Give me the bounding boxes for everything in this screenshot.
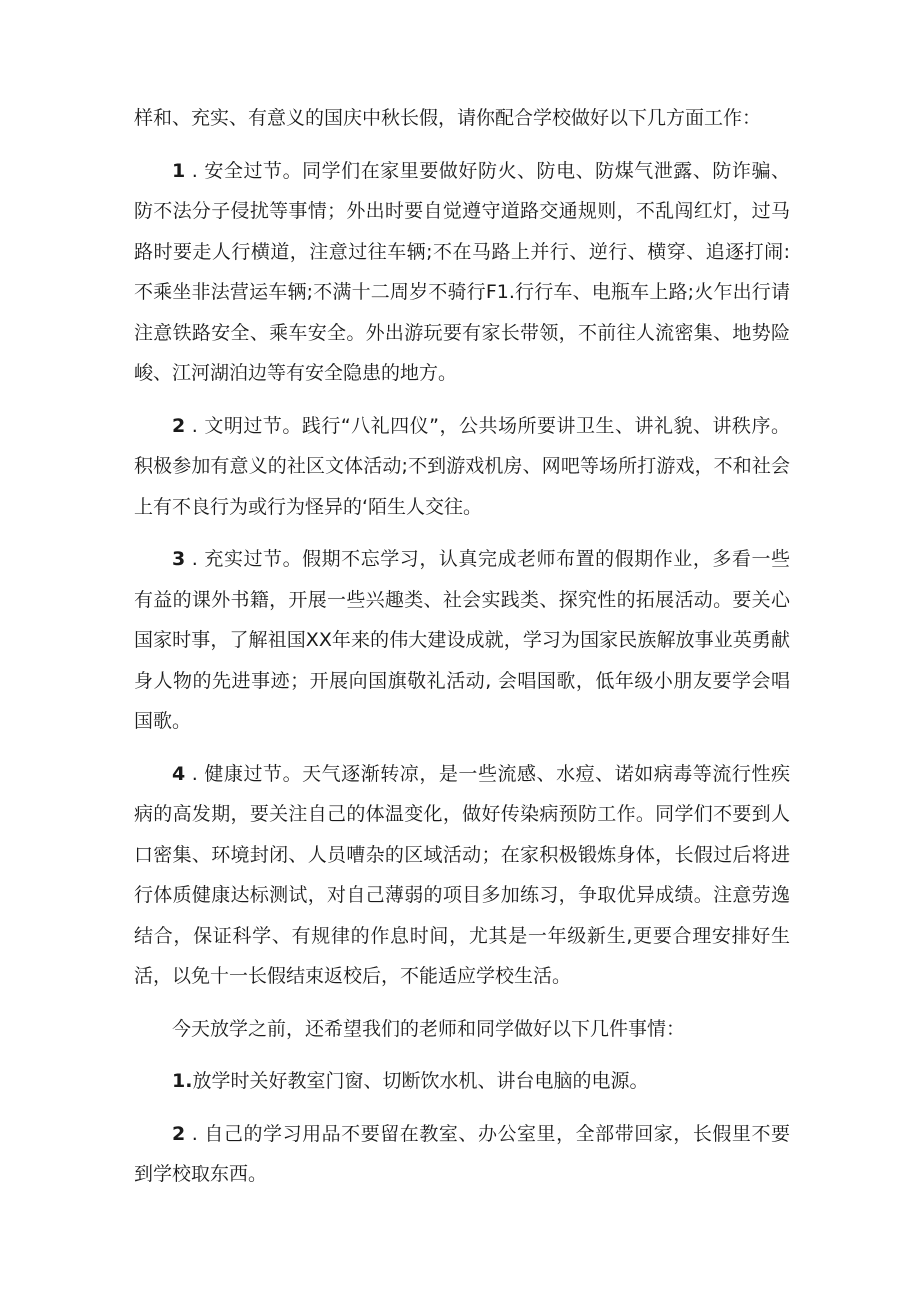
paragraph-text: . 文明过节。践行“八礼四仪”，公共场所要讲卫生、讲礼貌、讲秩序。积极参加有意义的社区文体活动;不到游戏机房、网吧等场所打游戏，不和社会上有不良行为或行为怪异的‘陌生人交往。 [134, 414, 790, 518]
paragraph-number: 3 [172, 548, 186, 570]
paragraph-number: 4 [172, 762, 186, 785]
document-body [134, 98, 790, 1207]
paragraph-fulfilling [134, 539, 790, 742]
paragraph-intro [134, 98, 790, 139]
paragraph-text: . 充实过节。假期不忘学习，认真完成老师布置的假期作业，多看一些有益的课外书籍，开展一些兴趣类、社会实践类、探究性的拓展活动。要关心国家时事，了解祖国XX年来的伟大建设成就，学习为国家民族解放事业英勇献身人物的先进事迹；开展向国旗敬礼活动, 会唱国歌，低年级小朋友要学会唱国歌。 [134, 548, 790, 732]
paragraph-task-1 [134, 1061, 790, 1102]
paragraph-text: . 自己的学习用品不要留在教室、办公室里，全部带回家，长假里不要到学校取东西。 [134, 1122, 790, 1185]
paragraph-safety [134, 151, 790, 394]
paragraph-text: . 健康过节。天气逐渐转凉，是一些流感、水痘、诺如病毒等流行性疾病的高发期，要关注自己的体温变化，做好传染病预防工作。同学们不要到人口密集、环境封闭、人员嘈杂的区域活动；在家积极锻炼身体，长假过后将进行体质健康达标测试，对自己薄弱的项目多加练习，争取优异成绩。注意劳逸结合，保证科学、有规律的作息时间，尤其是一年级新生,更要合理安排好生活，以免十一长假结束返校后，不能适应学校生活。 [134, 762, 790, 987]
paragraph-text: 今天放学之前，还希望我们的老师和同学做好以下几件事情： [172, 1017, 686, 1040]
paragraph-text: 样和、充实、有意义的国庆中秋长假，请你配合学校做好以下几方面工作： [134, 107, 762, 129]
paragraph-text: 放学时关好教室门窗、切断饮水机、讲台电脑的电源。 [192, 1070, 649, 1092]
paragraph-number: 2 [172, 1122, 186, 1145]
paragraph-number: 1 [172, 159, 186, 182]
paragraph-number: 1. [172, 1070, 193, 1092]
paragraph-number: 2 [172, 414, 186, 437]
paragraph-text: . 安全过节。同学们在家里要做好防火、防电、防煤气泄露、防诈骗、防不法分子侵扰等事情；外出时要自觉遵守道路交通规则，不乱闯红灯，过马路时要走人行横道，注意过往车辆;不在马路上并行、逆行、横穿、追逐打闹: 不乘坐非法营运车辆;不满十二周岁不骑行F1.行行车、电瓶车上路;火乍出行请注意铁路安全、乘车安全。外出游玩要有家长带领，不前往人流密集、地势险峻、江河湖泊边等有安全隐患的地方。 [134, 159, 790, 384]
paragraph-health [134, 754, 790, 997]
paragraph-before-leaving [134, 1009, 790, 1050]
paragraph-civilized [134, 406, 790, 528]
paragraph-task-2 [134, 1114, 790, 1195]
